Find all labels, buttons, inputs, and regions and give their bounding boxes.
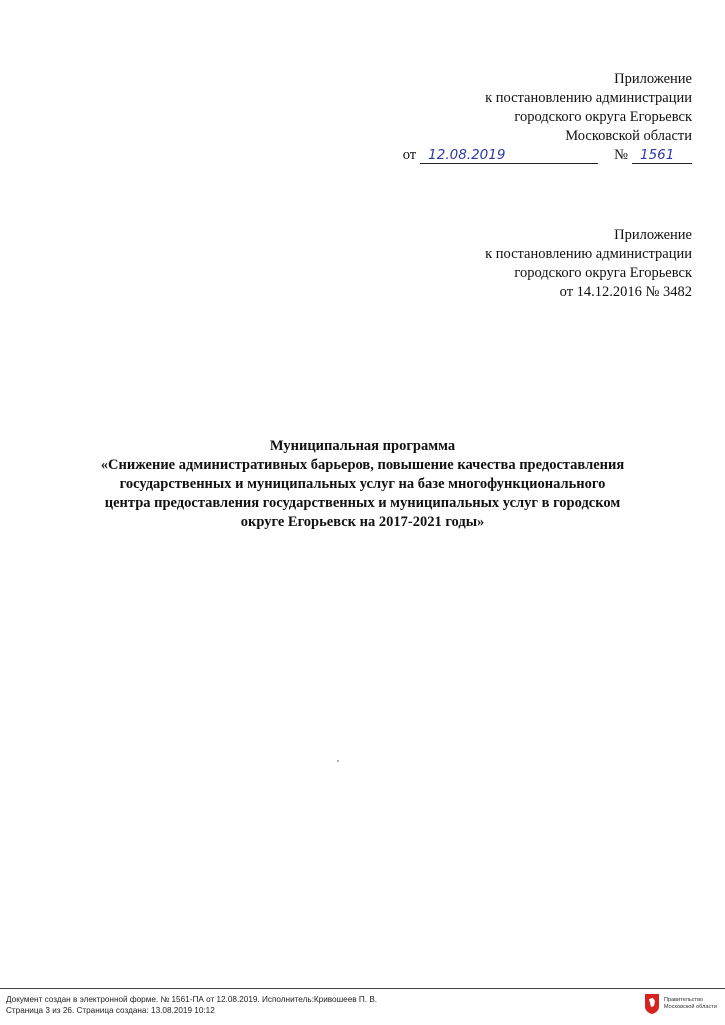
appendix-line: городского округа Егорьевск (514, 265, 692, 281)
appendix-line: к постановлению администрации (485, 246, 692, 262)
scan-speck (337, 760, 339, 762)
logo-caption (664, 997, 717, 1011)
appendix-header-current (372, 70, 692, 165)
appendix-line: Приложение (614, 227, 692, 243)
footer-text (6, 994, 377, 1016)
appendix-line: от 14.12.2016 № 3482 (559, 284, 692, 300)
government-logo (644, 993, 717, 1015)
program-title (50, 437, 675, 532)
appendix-line: городского округа Егорьевск (514, 109, 692, 125)
appendix-line: к постановлению администрации (485, 90, 692, 106)
coat-of-arms-icon (644, 993, 660, 1015)
appendix-line: Московской области (565, 128, 692, 144)
title-line: центра предоставления государственных и муниципальных услуг в городском (104, 495, 621, 511)
appendix-header-original (372, 226, 692, 302)
footer-line: Документ создан в электронной форме. № 1561-ПА от 12.08.2019. Исполнитель:Кривошеев П. В. (6, 995, 378, 1004)
logo-caption-line: Правительство (663, 997, 704, 1003)
appendix-line: Приложение (614, 71, 692, 87)
from-label: от (402, 147, 417, 163)
footer (0, 988, 725, 1025)
title-line: государственных и муниципальных услуг на базе многофункционального (119, 476, 606, 492)
title-heading: Муниципальная программа (269, 438, 456, 454)
handwritten-date: 12.08.2019 (420, 147, 598, 164)
footer-line: Страница 3 из 26. Страница создана: 13.08.2019 10:12 (6, 1006, 215, 1015)
handwritten-number: 1561 (632, 147, 692, 164)
title-line: «Снижение административных барьеров, повышение качества предоставления (100, 457, 625, 473)
number-sign: № (614, 147, 628, 163)
date-number-line (372, 146, 692, 165)
title-line: округе Егорьевск на 2017-2021 годы» (240, 514, 485, 530)
logo-caption-line: Московской области (663, 1004, 717, 1010)
